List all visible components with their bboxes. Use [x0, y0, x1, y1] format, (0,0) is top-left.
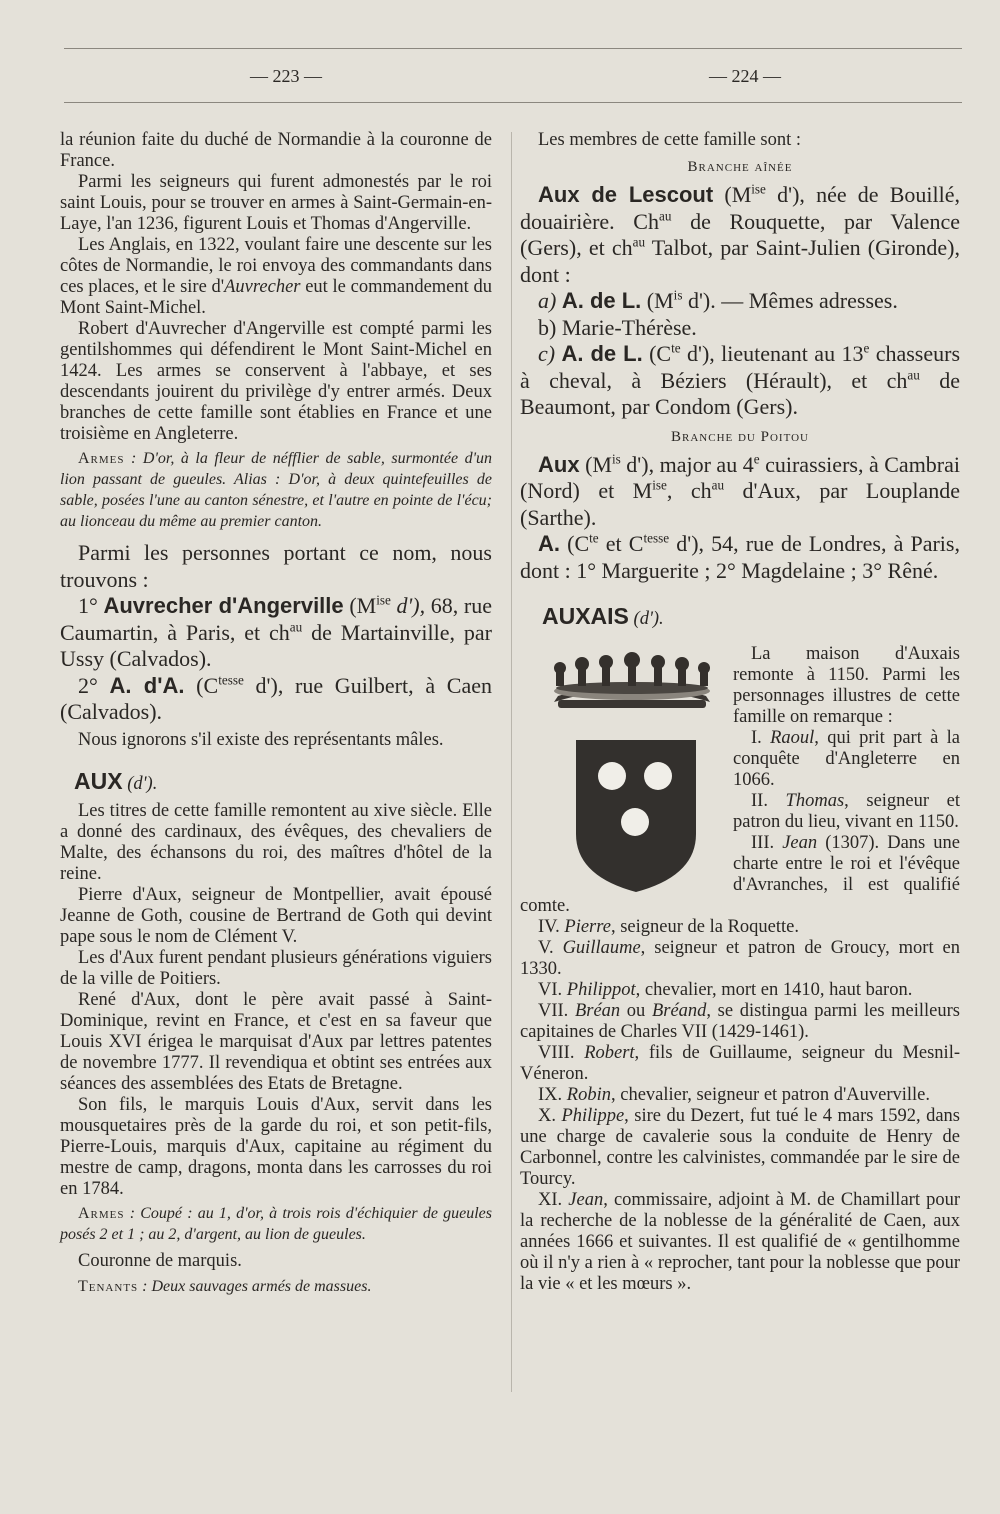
paragraph: René d'Aux, dont le père avait passé à Saint-Dominique, revint en France, et c'est en sa faveur que Louis XVI érigea le marquisat d'Aux par lettres patentes de novembre 1777. Il revendiqua et obtint ses entrées aux séances des assemblées des Etats de Bretagne.: [60, 989, 492, 1094]
list-item: IV. Pierre, seigneur de la Roquette.: [538, 917, 799, 937]
section-heading-aux: AUX (d').: [74, 767, 158, 794]
tenants-note: Tenants : Deux sauvages armés de massues.: [78, 1277, 372, 1295]
section-heading-auxais: AUXAIS (d').: [542, 603, 664, 629]
paragraph: Nous ignorons s'il existe des représentants mâles.: [78, 729, 444, 750]
armes-note: Armes : Coupé : au 1, d'or, à trois rois d'échiquier de gueules posés 2 et 1 ; au 2, d'argent, au lion de gueules.: [60, 1204, 492, 1243]
branch-heading: Branche aînée: [687, 159, 793, 175]
family-entry: Aux de Lescout ($M^{ise}$ d'), née de Bouillé, douairière. $Ch^{au}$ de Rouquette, par Valence (Gers), et $ch^{au}$ Talbot, par Saint-Julien (Gironde), dont :: [520, 181, 961, 287]
branch-heading: Branche du Poitou: [671, 428, 809, 445]
column-separator: [511, 132, 512, 1392]
list-item: III. Jean (1307). Dans une charte entre le roi et l'évêque d'Avranches, il est qualifié comte.: [520, 833, 961, 916]
family-entry: A. ($C^{te}$ et $C^{tesse}$ d'), 54, rue de Londres, à Paris, dont : 1° Marguerite ; 2° Magdelaine ; 3° Rêné.: [520, 530, 960, 583]
paragraph: la réunion faite du duché de Normandie à la couronne de France.: [60, 130, 492, 171]
left-column: [60, 130, 492, 1297]
family-entry: b) Marie-Thérèse.: [538, 314, 697, 340]
paragraph: Les membres de cette famille sont :: [538, 130, 802, 150]
paragraph: Les Anglais, en 1322, voulant faire une descente sur les côtes de Normandie, le roi envoya des commandants dans ces places, et le sire d'Auvrecher eut le commandement du Mont Saint-Michel.: [60, 235, 493, 318]
paragraph: Parmi les personnes portant ce nom, nous trouvons :: [60, 540, 492, 592]
list-item: IX. Robin, chevalier, seigneur et patron d'Auverville.: [538, 1085, 931, 1105]
list-item: VIII. Robert, fils de Guillaume, seigneur du Mesnil-Véneron.: [520, 1043, 960, 1084]
right-page-number: — 224 —: [709, 66, 781, 86]
paragraph: La maison d'Auxais remonte à 1150. Parmi les personnages illustres de cette famille on remarque :: [733, 644, 960, 727]
paragraph: Son fils, le marquis Louis d'Aux, servit dans les mousquetaires près de la garde du roi, et son petit-fils, Pierre-Louis, marquis d'Aux, capitaine au régiment du mestre de camp, dragons, monta dans les carrosses du roi en 1784.: [60, 1094, 492, 1199]
paragraph: Couronne de marquis.: [78, 1250, 242, 1271]
family-entry: a) A. de L. ($M^{is}$ d'). — Mêmes adresses.: [538, 287, 898, 313]
coat-of-arms-icon: [540, 644, 725, 894]
top-rule: [64, 48, 962, 49]
list-item: II. Thomas, seigneur et patron du lieu, vivant en 1150.: [733, 791, 960, 832]
list-item: VII. Bréan ou Bréand, se distingua parmi les meilleurs capitaines de Charles VII (1429-1461).: [520, 1001, 961, 1042]
left-page-number: — 223 —: [250, 66, 322, 86]
list-item: XI. Jean, commissaire, adjoint à M. de Chamillart pour la recherche de la noblesse de la généralité de Caen, aux années 1666 et suivantes. Il est qualifié de « gentilhomme où il n'y a rien à « reprocher, tant pour la noblesse que pour la vie « et les mœurs ».: [520, 1190, 960, 1294]
family-entry: c) A. de L. ($C^{te}$ d'), lieutenant au 13e chasseurs à cheval, à Béziers (Hérault), et $ch^{au}$ de Beaumont, par Condom (Gers).: [520, 340, 960, 419]
paragraph: Les titres de cette famille remontent au xive siècle. Elle a donné des cardinaux, des évêques, des chevaliers de Malte, des échansons du roi, des maîtres d'hôtel de la reine.: [60, 800, 492, 884]
paragraph: Robert d'Auvrecher d'Angerville est compté parmi les gentilshommes qui défendirent le Mont Saint-Michel en 1424. Les armes se conservent à l'abbaye, et ses descendants jouirent du privilège d'y entrer armés. Deux branches de cette famille sont établies en France et une troisième en Angleterre.: [60, 319, 492, 444]
paragraph: Les d'Aux furent pendant plusieurs générations viguiers de la ville de Poitiers.: [60, 947, 492, 989]
family-entry: Aux ($M^{is}$ d'), major au 4e cuirassiers, à Cambrai (Nord) et $M^{ise}$, $ch^{au}$ d'Aux, par Louplande (Sarthe).: [520, 451, 961, 530]
right-column: [520, 130, 960, 1295]
entry-1: 1° Auvrecher d'Angerville ($M^{ise}$ d'), 68, rue Caumartin, à Paris, et $ch^{au}$ de Martainville, par Ussy (Calvados).: [60, 592, 492, 671]
list-item: V. Guillaume, seigneur et patron de Groucy, mort en 1330.: [520, 938, 960, 979]
armes-note: Armes : D'or, à la fleur de néfflier de sable, surmontée d'un lion passant de gueules. Alias : D'or, à deux quintefeuilles de sable, posées l'une au canton sénestre, et l'autre en pointe de l'écu; au lionceau du même au premier canton.: [60, 450, 492, 530]
header-rule: [64, 102, 962, 103]
list-item: VI. Philippot, chevalier, mort en 1410, haut baron.: [538, 980, 913, 1000]
paragraph: Parmi les seigneurs qui furent admonestés par le roi saint Louis, pour se trouver en armes à Saint-Germain-en-Laye, l'an 1236, figurent Louis et Thomas d'Angerville.: [60, 172, 492, 234]
paragraph: Pierre d'Aux, seigneur de Montpellier, avait épousé Jeanne de Goth, cousine de Bertrand de Goth qui devint pape sous le nom de Clément V.: [60, 884, 492, 947]
list-item: I. Raoul, qui prit part à la conquête d'Angleterre en 1066.: [733, 728, 960, 790]
list-item: X. Philippe, sire du Dezert, fut tué le 4 mars 1592, dans une charge de cavalerie sous la conduite de Henry de Carbonnel, contre les calvinistes, commandée par le sire de Tourcy.: [520, 1106, 960, 1189]
entry-2: 2° A. d'A. ($C^{tesse}$ d'), rue Guilbert, à Caen (Calvados).: [60, 672, 492, 724]
